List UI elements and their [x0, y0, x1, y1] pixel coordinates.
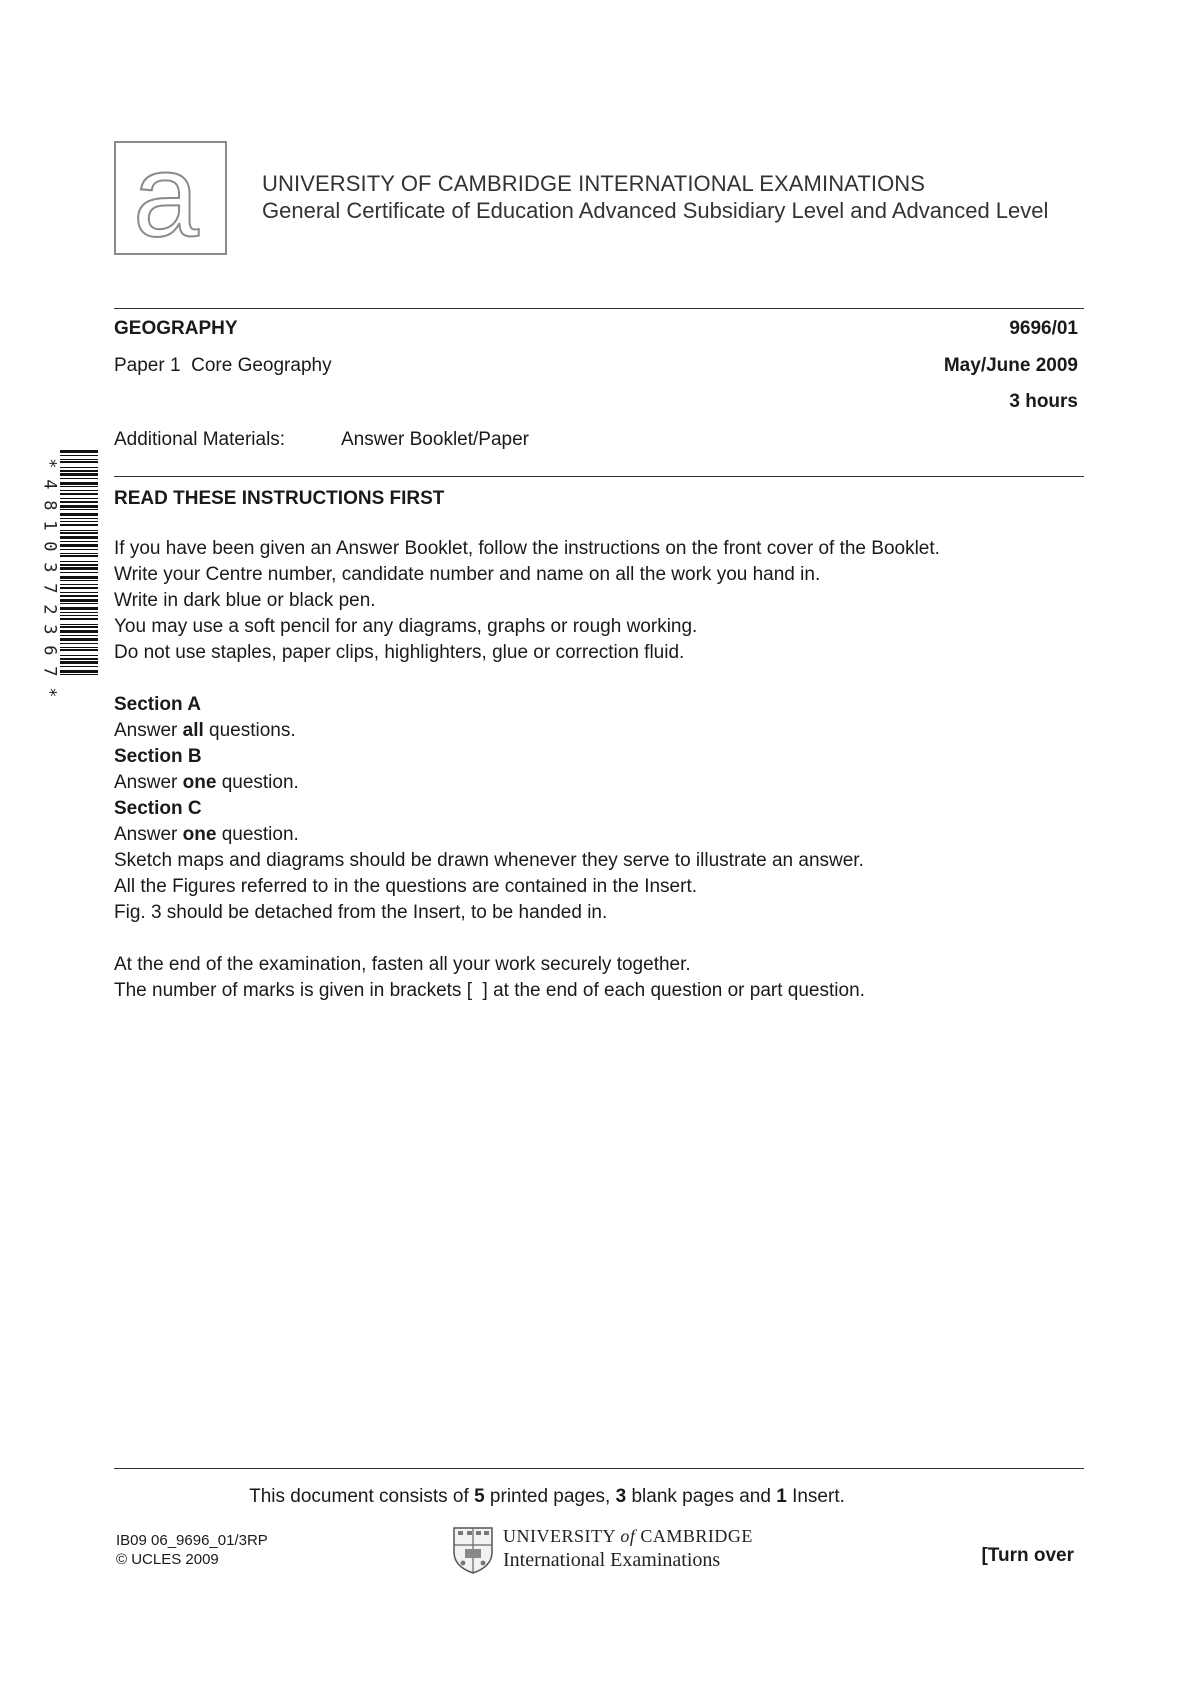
logo-letter-a-icon [116, 143, 225, 253]
document-reference [116, 1531, 268, 1569]
barcode-digit: 6 [39, 645, 60, 656]
qualification-title: General Certificate of Education Advanced Subsidiary Level and Advanced Level [262, 198, 1049, 223]
general-instructions [114, 536, 940, 666]
closing-line: The number of marks is given in brackets [ ] at the end of each question or part question. [114, 980, 865, 1001]
cambridge-subtitle: International Examinations [503, 1549, 721, 1571]
top-divider [114, 308, 1084, 309]
instruction-line: Do not use staples, paper clips, highlighters, glue or correction fluid. [114, 642, 685, 663]
barcode-digit: 8 [39, 499, 60, 511]
barcode-icon [60, 450, 98, 678]
barcode-digit: 7 [39, 666, 60, 677]
copyright: © UCLES 2009 [116, 1551, 219, 1568]
svg-text:a: a [133, 143, 199, 253]
note-line: Fig. 3 should be detached from the Insert, to be handed in. [114, 902, 608, 923]
crest-icon [452, 1526, 494, 1574]
note-line: Sketch maps and diagrams should be drawn whenever they serve to illustrate an answer. [114, 850, 864, 871]
barcode-digit: 1 [39, 520, 60, 531]
section-b-title: Section B [114, 746, 202, 767]
paper-code: 9696/01 [1009, 318, 1078, 339]
exam-duration: 3 hours [1009, 391, 1078, 412]
footer-divider [114, 1468, 1084, 1469]
barcode-digit: 3 [39, 624, 60, 635]
instructions-heading: READ THESE INSTRUCTIONS FIRST [114, 488, 445, 509]
cambridge-name: UNIVERSITY of CAMBRIDGE [503, 1526, 753, 1546]
section-c-rule: Answer one question. [114, 824, 299, 845]
instruction-line: If you have been given an Answer Booklet, follow the instructions on the front cover of the Booklet. [114, 538, 940, 559]
page-count-note: This document consists of 5 printed pages, 3 blank pages and 1 Insert. [249, 1486, 845, 1507]
barcode-number [38, 453, 60, 703]
section-instructions [114, 692, 864, 926]
board-name: UNIVERSITY OF CAMBRIDGE INTERNATIONAL EXAMINATIONS [262, 171, 926, 196]
barcode-digit: 2 [39, 603, 60, 615]
materials-value: Answer Booklet/Paper [341, 429, 529, 450]
closing-instructions [114, 952, 865, 1004]
instructions-divider [114, 476, 1084, 477]
materials-label: Additional Materials: [114, 429, 286, 450]
section-c-title: Section C [114, 798, 202, 819]
barcode-digit: * [39, 458, 60, 469]
subject-title: GEOGRAPHY [114, 318, 238, 339]
barcode-digit: * [39, 687, 60, 698]
paper-title: Paper 1 Core Geography [114, 355, 332, 376]
section-a-title: Section A [114, 694, 201, 715]
instruction-line: You may use a soft pencil for any diagrams, graphs or rough working. [114, 616, 698, 637]
barcode-digit: 4 [39, 479, 60, 490]
instruction-line: Write in dark blue or black pen. [114, 590, 376, 611]
instruction-line: Write your Centre number, candidate number and name on all the work you hand in. [114, 564, 821, 585]
board-logo [114, 141, 227, 255]
exam-session: May/June 2009 [943, 355, 1078, 376]
section-a-rule: Answer all questions. [114, 720, 296, 741]
note-line: All the Figures referred to in the questions are contained in the Insert. [114, 876, 697, 897]
section-b-rule: Answer one question. [114, 772, 299, 793]
barcode-digit: 3 [39, 562, 60, 573]
reference-code: IB09 06_9696_01/3RP [116, 1532, 268, 1549]
barcode-digit: 7 [39, 583, 60, 594]
closing-line: At the end of the examination, fasten all your work securely together. [114, 954, 691, 975]
barcode-digit: 0 [39, 541, 60, 552]
turn-over-label: [Turn over [981, 1545, 1074, 1566]
